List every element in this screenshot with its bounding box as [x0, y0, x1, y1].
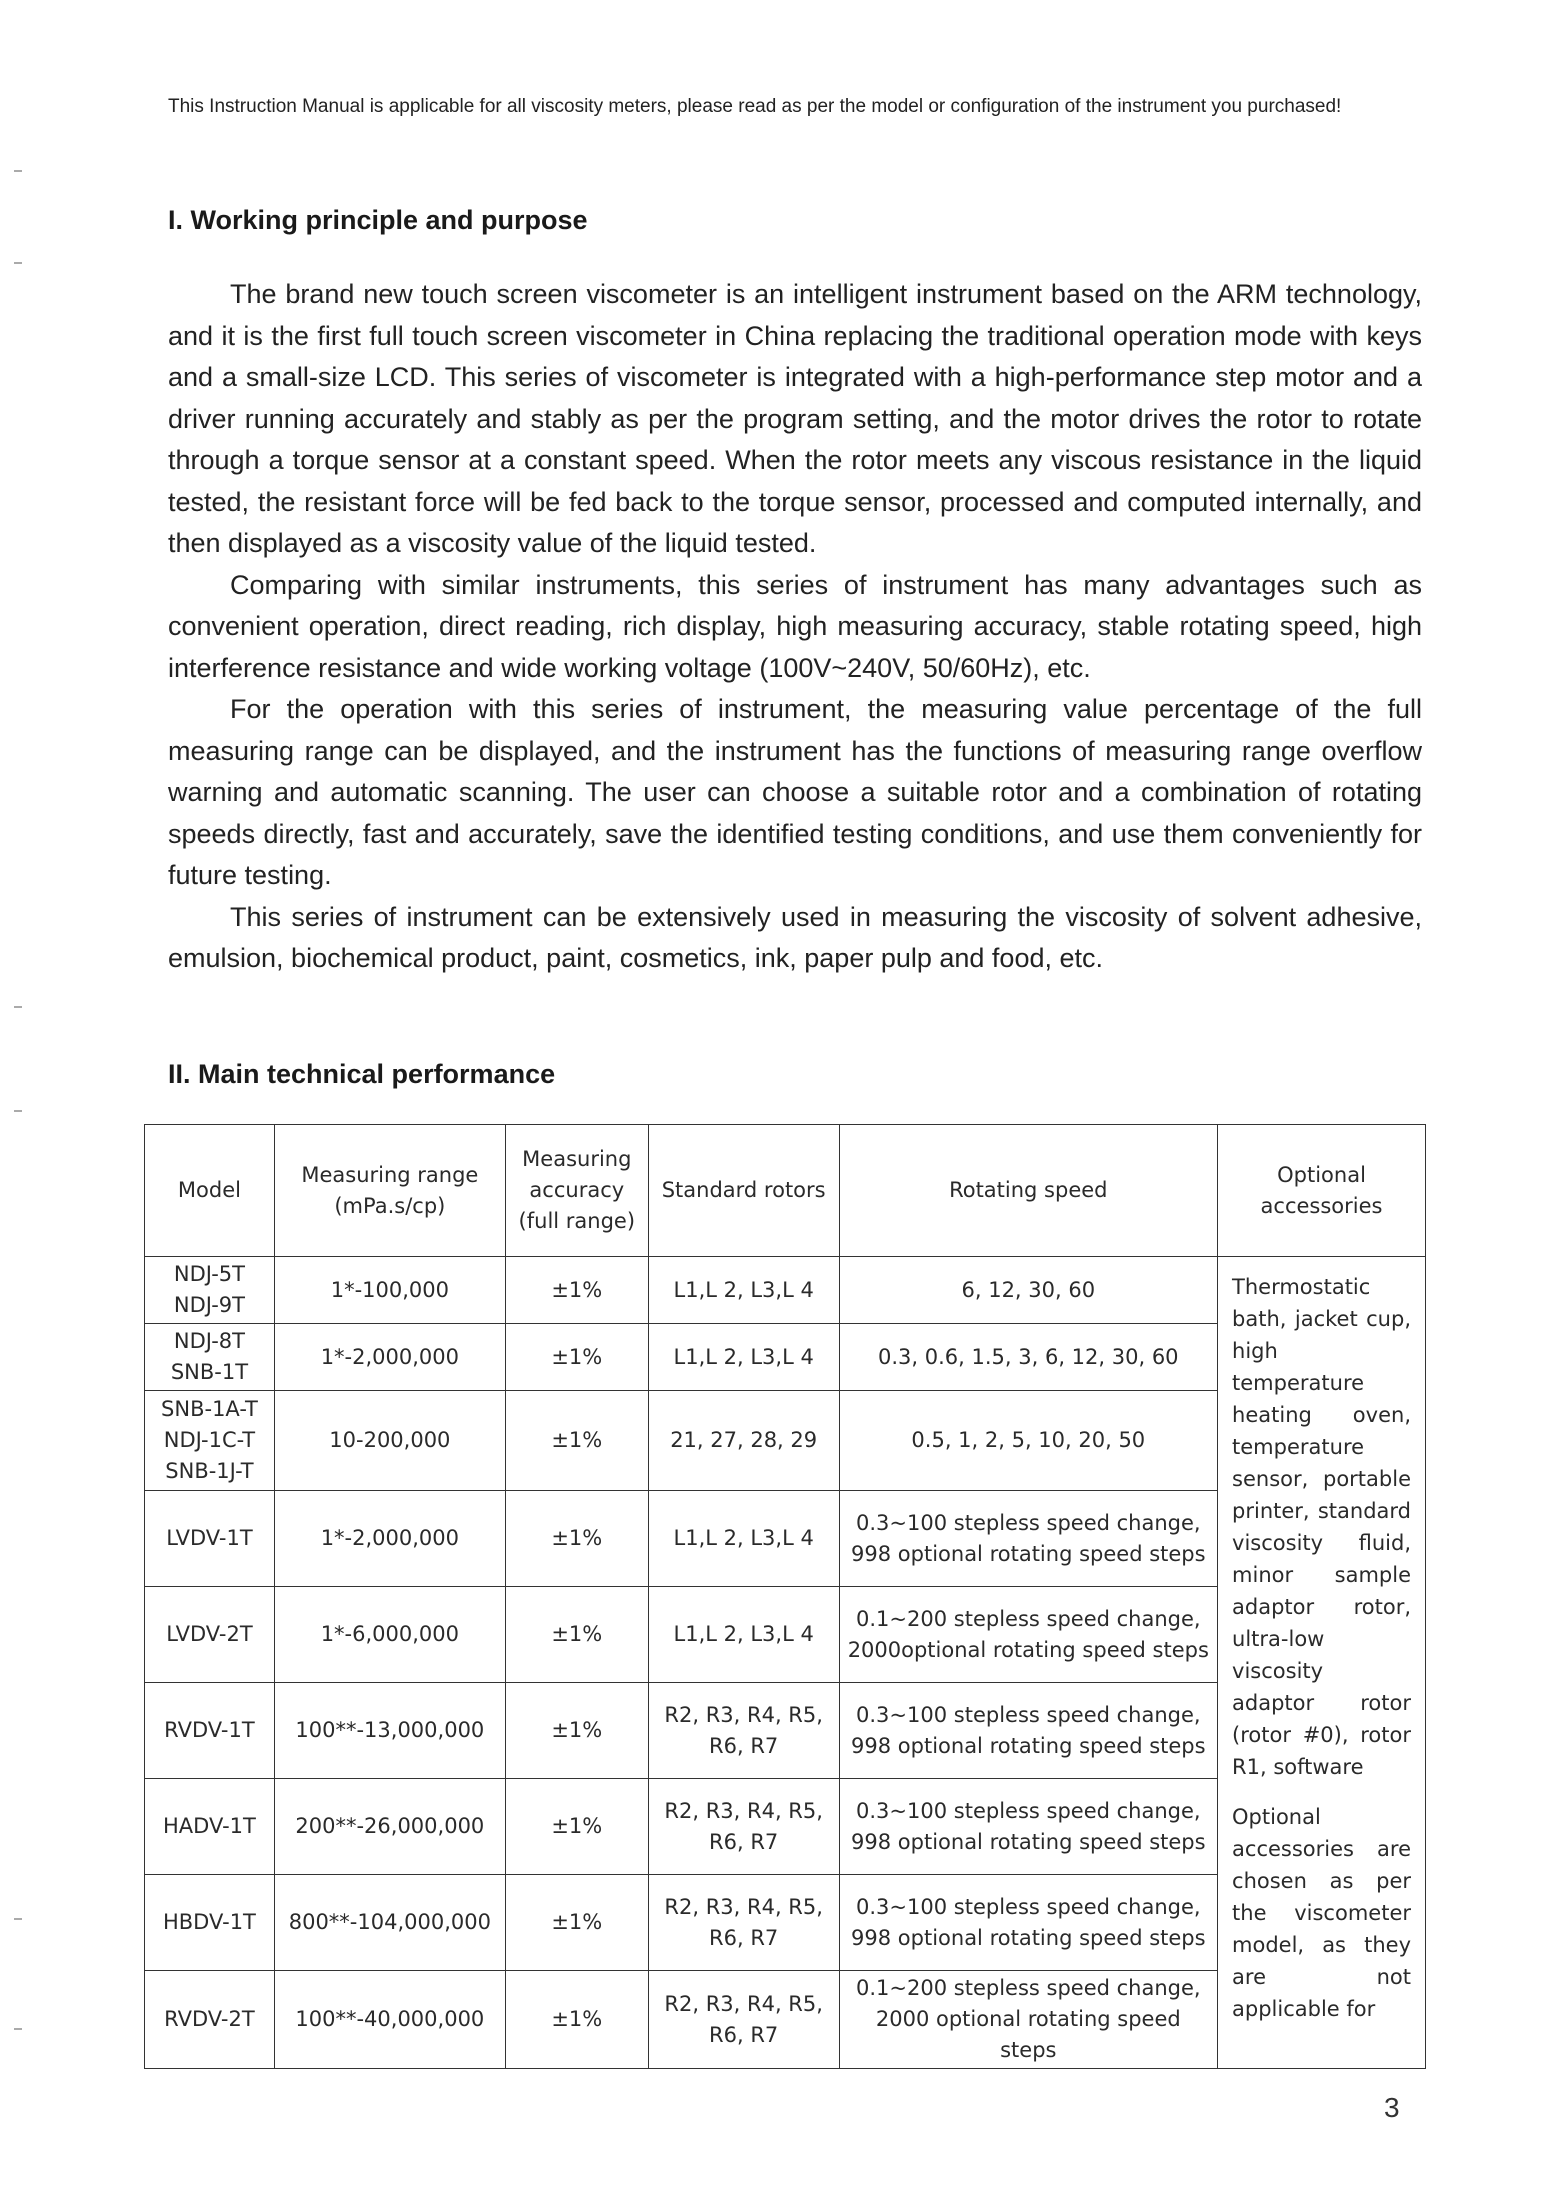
accessories-list: Thermostatic bath, jacket cup, high temperature heating oven, temperature sensor, portable printer, standard viscosity fluid, minor sample adaptor rotor, ultra-low viscosity adaptor rotor (rotor #0), rotor R1, software [1232, 1275, 1411, 1779]
cell-range: 1*-100,000 [274, 1257, 505, 1324]
cell-range: 10-200,000 [274, 1391, 505, 1491]
table-header-row [145, 1125, 1426, 1257]
cell-accuracy: ±1% [505, 1971, 648, 2069]
cell-model: RVDV-1T [145, 1683, 275, 1779]
paragraph: Comparing with similar instruments, this series of instrument has many advantages such as convenient operation, direct reading, rich display, high measuring accuracy, stable rotating speed, high interference resistance and wide working voltage (100V~240V, 50/60Hz), etc. [168, 569, 1422, 683]
cell-rotors: R2, R3, R4, R5, R6, R7 [648, 1875, 839, 1971]
cell-speed: 0.3~100 stepless speed change, 998 optional rotating speed steps [839, 1779, 1217, 1875]
cell-speed: 0.1~200 stepless speed change, 2000optional rotating speed steps [839, 1587, 1217, 1683]
page-number: 3 [1384, 2092, 1400, 2123]
paragraph: For the operation with this series of instrument, the measuring value percentage of the full measuring range can be displayed, and the instrument has the functions of measuring range overflow warning and automatic scanning. The user can choose a suitable rotor and a combination of rotating speeds directly, fast and accurately, save the identified testing conditions, and use them conveniently for future testing. [168, 694, 1422, 890]
section-heading-technical-performance: II. Main technical performance [168, 1059, 556, 1089]
header-measuring-range: Measuring range (mPa.s/cp) [274, 1125, 505, 1257]
cell-rotors: R2, R3, R4, R5, R6, R7 [648, 1683, 839, 1779]
cell-accuracy: ±1% [505, 1391, 648, 1491]
scan-margin-mark [14, 1110, 22, 1112]
cell-range: 100**-13,000,000 [274, 1683, 505, 1779]
technical-performance-table [144, 1124, 1426, 2069]
manual-notice: This Instruction Manual is applicable for all viscosity meters, please read as per the model or configuration of the instrument you purchased! [168, 96, 1342, 117]
cell-speed: 0.1~200 stepless speed change, 2000 optional rotating speed steps [839, 1971, 1217, 2069]
scan-margin-mark [14, 262, 22, 264]
table-row [145, 1257, 1426, 1324]
cell-model: HADV-1T [145, 1779, 275, 1875]
header-model: Model [145, 1125, 275, 1257]
cell-rotors: R2, R3, R4, R5, R6, R7 [648, 1779, 839, 1875]
scan-margin-mark [14, 1006, 22, 1008]
cell-rotors: L1,L 2, L3,L 4 [648, 1587, 839, 1683]
cell-accuracy: ±1% [505, 1257, 648, 1324]
cell-optional-accessories [1218, 1257, 1426, 2069]
cell-range: 800**-104,000,000 [274, 1875, 505, 1971]
scan-margin-mark [14, 170, 22, 172]
cell-model: LVDV-1T [145, 1491, 275, 1587]
cell-rotors: R2, R3, R4, R5, R6, R7 [648, 1971, 839, 2069]
cell-speed: 0.3~100 stepless speed change, 998 optional rotating speed steps [839, 1491, 1217, 1587]
cell-model: RVDV-2T [145, 1971, 275, 2069]
cell-accuracy: ±1% [505, 1779, 648, 1875]
cell-rotors: L1,L 2, L3,L 4 [648, 1491, 839, 1587]
cell-range: 1*-6,000,000 [274, 1587, 505, 1683]
cell-model: NDJ-8T SNB-1T [145, 1324, 275, 1391]
cell-range: 100**-40,000,000 [274, 1971, 505, 2069]
header-standard-rotors: Standard rotors [648, 1125, 839, 1257]
cell-accuracy: ±1% [505, 1324, 648, 1391]
cell-rotors: L1,L 2, L3,L 4 [648, 1257, 839, 1324]
cell-speed: 0.5, 1, 2, 5, 10, 20, 50 [839, 1391, 1217, 1491]
scan-margin-mark [14, 1918, 22, 1920]
section-heading-working-principle: I. Working principle and purpose [168, 205, 588, 235]
cell-range: 1*-2,000,000 [274, 1491, 505, 1587]
header-optional-accessories: Optional accessories [1218, 1125, 1426, 1257]
cell-model: LVDV-2T [145, 1587, 275, 1683]
cell-accuracy: ±1% [505, 1491, 648, 1587]
cell-range: 1*-2,000,000 [274, 1324, 505, 1391]
paragraph: The brand new touch screen viscometer is an intelligent instrument based on the ARM technology, and it is the first full touch screen viscometer in China replacing the traditional operation mode with keys and a small-size LCD. This series of viscometer is integrated with a high-performance step motor and a driver running accurately and stably as per the program setting, and the motor drives the rotor to rotate through a torque sensor at a constant speed. When the rotor meets any viscous resistance in the liquid tested, the resistant force will be fed back to the torque sensor, processed and computed internally, and then displayed as a viscosity value of the liquid tested. [168, 279, 1422, 558]
cell-range: 200**-26,000,000 [274, 1779, 505, 1875]
accessories-note: Optional accessories are chosen as per the viscometer model, as they are not applicable for [1232, 1805, 1411, 2021]
scan-margin-mark [14, 2028, 22, 2030]
cell-accuracy: ±1% [505, 1875, 648, 1971]
paragraph: This series of instrument can be extensively used in measuring the viscosity of solvent adhesive, emulsion, biochemical product, paint, cosmetics, ink, paper pulp and food, etc. [168, 901, 1422, 973]
cell-model: SNB-1A-T NDJ-1C-T SNB-1J-T [145, 1391, 275, 1491]
cell-speed: 0.3~100 stepless speed change, 998 optional rotating speed steps [839, 1875, 1217, 1971]
cell-speed: 0.3, 0.6, 1.5, 3, 6, 12, 30, 60 [839, 1324, 1217, 1391]
cell-speed: 0.3~100 stepless speed change, 998 optional rotating speed steps [839, 1683, 1217, 1779]
cell-speed: 6, 12, 30, 60 [839, 1257, 1217, 1324]
cell-model: HBDV-1T [145, 1875, 275, 1971]
section-body-working-principle [168, 274, 1422, 980]
cell-accuracy: ±1% [505, 1683, 648, 1779]
cell-model: NDJ-5T NDJ-9T [145, 1257, 275, 1324]
cell-rotors: L1,L 2, L3,L 4 [648, 1324, 839, 1391]
header-measuring-accuracy: Measuring accuracy (full range) [505, 1125, 648, 1257]
cell-rotors: 21, 27, 28, 29 [648, 1391, 839, 1491]
cell-accuracy: ±1% [505, 1587, 648, 1683]
header-rotating-speed: Rotating speed [839, 1125, 1217, 1257]
